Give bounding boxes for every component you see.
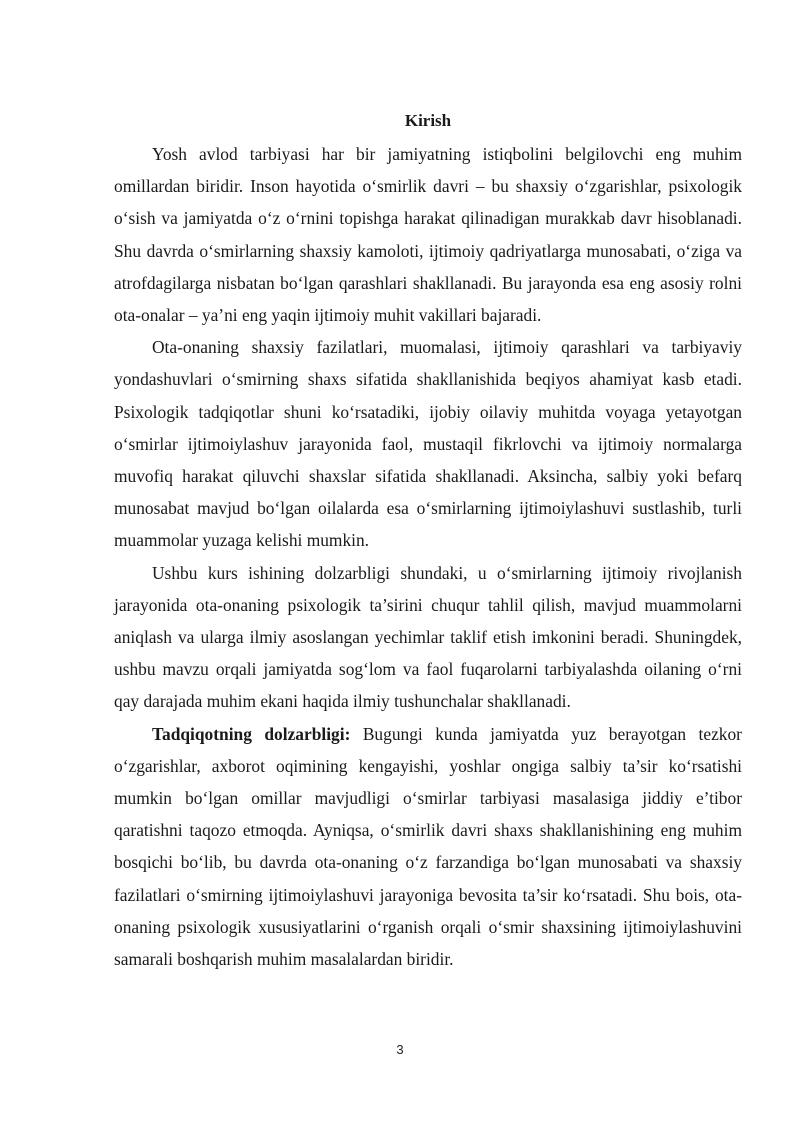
paragraph-2 [114,331,742,556]
paragraph-4-lead: Tadqiqotning dolzarbligi: [152,723,351,744]
paragraph-3 [114,557,742,718]
page-number: 3 [396,1042,404,1057]
section-title: Kirish [404,111,452,130]
paragraph-4 [114,718,742,976]
paragraph-4-text: Bugungi kunda jamiyatda yuz berayotgan tezkor o‘zgarishlar, axborot oqimining kengayishi, yoshlar ongiga salbiy ta’sir ko‘rsatishi mumkin bo‘lgan omillar mavjudligi o‘smirlar tarbiyasi masalasiga jiddiy e’tibor qaratishni taqozo etmoqda. Ayniqsa, o‘smirlik davri shaxs shakllanishining eng muhim bosqichi bo‘lib, bu davrda ota-onaning o‘z farzandiga bo‘lgan munosabati va shaxsiy fazilatlari o‘smirning ijtimoiylashuvi jarayoniga bevosita ta’sir ko‘rsatadi. Shu bois, ota-onaning psixologik xususiyatlarini o‘rganish orqali o‘smir shaxsining ijtimoiylashuvini samarali boshqarish muhim masalalardan biridir. [114,723,742,970]
paragraph-2-text: Ota-onaning shaxsiy fazilatlari, muomalasi, ijtimoiy qarashlari va tarbiyaviy yondashuvlari o‘smirning shaxs sifatida shakllanishida beqiyos ahamiyat kasb etadi. Psixologik tadqiqotlar shuni ko‘rsatadiki, ijobiy oilaviy muhitda voyaga yetayotgan o‘smirlar ijtimoiylashuv jarayonida faol, mustaqil fikrlovchi va ijtimoiy normalarga muvofiq harakat qiluvchi shaxslar sifatida shakllanadi. Aksincha, salbiy yoki befarq munosabat mavjud bo‘lgan oilalarda esa o‘smirlarning ijtimoiylashuvi sustlashib, turli muammolar yuzaga kelishi mumkin. [114,337,742,551]
paragraph-1 [114,138,742,331]
paragraph-1-text: Yosh avlod tarbiyasi har bir jamiyatning istiqbolini belgilovchi eng muhim omillardan biridir. Inson hayotida o‘smirlik davri – bu shaxsiy o‘zgarishlar, psixologik o‘sish va jamiyatda o‘z o‘rnini topishga harakat qilinadigan murakkab davr hisoblanadi. Shu davrda o‘smirlarning shaxsiy kamoloti, ijtimoiy qadriyatlarga munosabati, o‘ziga va atrofdagilarga nisbatan bo‘lgan qarashlari shakllanadi. Bu jarayonda esa eng asosiy rolni ota-onalar – ya’ni eng yaqin ijtimoiy muhit vakillari bajaradi. [114,144,742,326]
document-page [114,108,742,975]
paragraph-3-text: Ushbu kurs ishining dolzarbligi shundaki, u o‘smirlarning ijtimoiy rivojlanish jarayonida ota-onaning psixologik ta’sirini chuqur tahlil qilish, mavjud muammolarni aniqlash va ularga ilmiy asoslangan yechimlar taklif etish imkonini beradi. Shuningdek, ushbu mavzu orqali jamiyatda sog‘lom va faol fuqarolarni tarbiyalashda oilaning o‘rni qay darajada muhim ekani haqida ilmiy tushunchalar shakllanadi. [114,562,742,712]
